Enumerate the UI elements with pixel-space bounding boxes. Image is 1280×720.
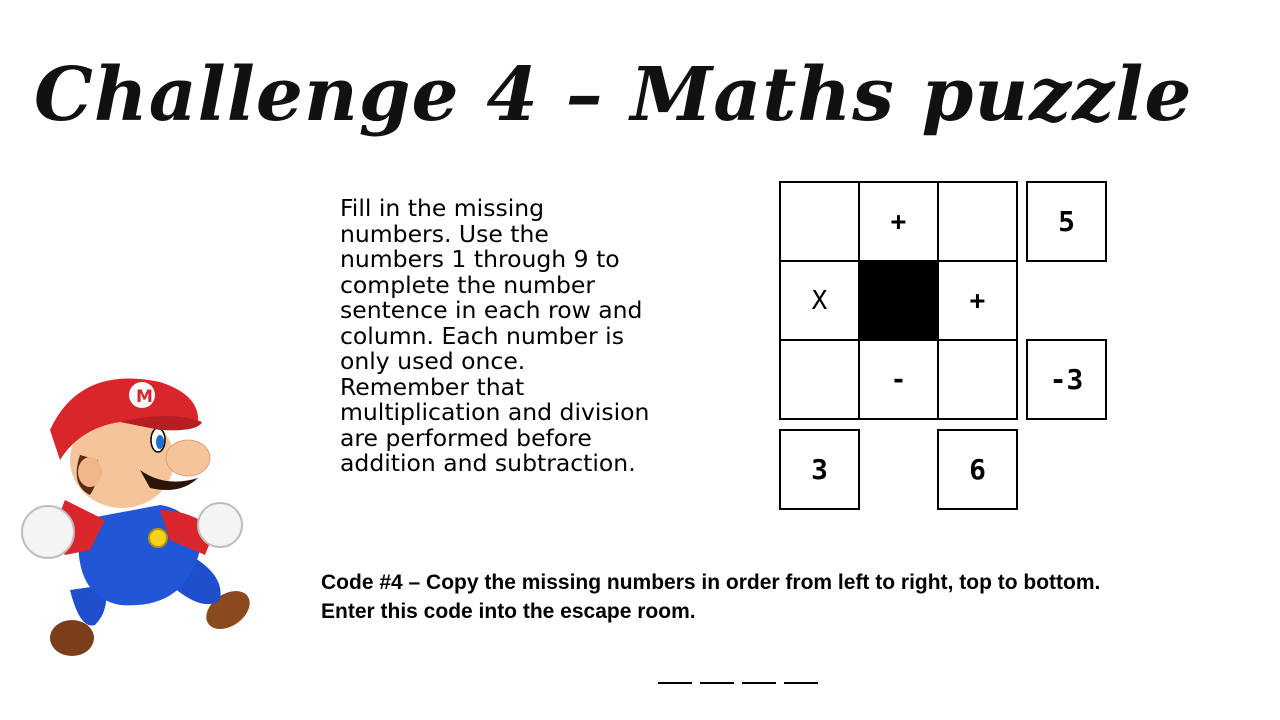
grid-cell-blocked: [858, 260, 939, 341]
row3-result: -3: [1026, 339, 1107, 420]
code-instructions: [321, 568, 1261, 626]
instructions-text: Fill in the missing numbers. Use the numbers 1 through 9 to complete the number sentence in each row and column. Each number is only used once. Remember that multiplication and division are performed before addition and subtraction.: [340, 194, 650, 477]
answer-blank-4[interactable]: [784, 668, 818, 684]
answer-blank-2[interactable]: [700, 668, 734, 684]
grid-operator-r1: +: [858, 181, 939, 262]
mario-icon: [10, 360, 250, 660]
grid-operator-r3: -: [858, 339, 939, 420]
code-line-1: Code #4 – Copy the missing numbers in order from left to right, top to bottom.: [321, 571, 1101, 594]
answer-blanks: [658, 668, 818, 684]
answer-blank-3[interactable]: [742, 668, 776, 684]
code-line-2: Enter this code into the escape room.: [321, 600, 696, 623]
grid-cell-r1c1[interactable]: [779, 181, 860, 262]
col3-result: 6: [937, 429, 1018, 510]
grid-cell-r1c3[interactable]: [937, 181, 1018, 262]
col1-result: 3: [779, 429, 860, 510]
grid-cell-r3c3[interactable]: [937, 339, 1018, 420]
answer-blank-1[interactable]: [658, 668, 692, 684]
grid-operator-col1: X: [779, 260, 860, 341]
row1-result: 5: [1026, 181, 1107, 262]
grid-cell-r3c1[interactable]: [779, 339, 860, 420]
svg-text:M: M: [136, 387, 153, 407]
slide-title: Challenge 4 – Maths puzzle: [34, 52, 1193, 138]
grid-operator-col3: +: [937, 260, 1018, 341]
